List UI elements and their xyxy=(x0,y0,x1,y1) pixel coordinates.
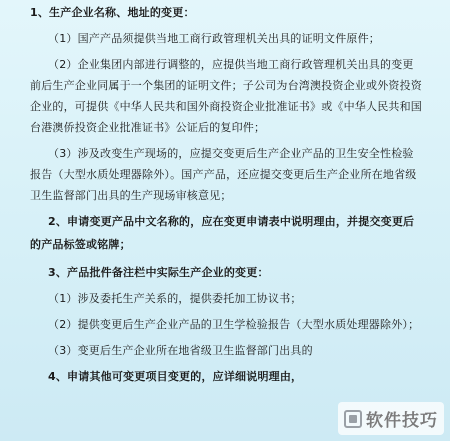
item-3-1: （1）涉及委托生产关系的，提供委托加工协议书； xyxy=(48,292,302,305)
watermark-text: 软件技巧 xyxy=(366,411,438,431)
app-logo-icon xyxy=(344,410,362,428)
item-1-3: （3）涉及改变生产现场的，应提交变更后生产企业产品的卫生安全性检验 xyxy=(48,147,414,160)
section-1-heading: 1、生产企业名称、地址的变更： xyxy=(30,6,195,19)
item-1-2-cont-3: 台港澳侨投资企业批准证书》公证后的复印件； xyxy=(30,121,266,134)
section-3-heading: 3、产品批件备注栏中实际生产企业的变更： xyxy=(48,266,269,279)
item-1-2-cont-2: 企业的，可提供《中华人民共和国外商投资企业批准证书》或《中华人民共和国 xyxy=(30,100,422,113)
item-1-1: （1）国产产品须提供当地工商行政管理机关出具的证明文件原件； xyxy=(48,32,380,45)
item-1-3-cont-1: 报告（大型水质处理器除外）。国产产品，还应提交变更后生产企业所在地省级 xyxy=(30,168,417,181)
item-1-2-cont-1: 前后生产企业同属于一个集团的证明文件；子公司为台湾澳投资企业或外资投资 xyxy=(30,79,422,92)
item-1-3-cont-2: 卫生监督部门出具的生产现场审核意见； xyxy=(30,189,232,202)
section-2-heading: 2、申请变更产品中文名称的，应在变更申请表中说明理由，并提交变更后 xyxy=(48,215,415,228)
item-3-2: （2）提供变更后生产企业产品的卫生学检验报告（大型水质处理器除外）； xyxy=(48,318,420,331)
section-4-heading: 4、申请其他可变更项目变更的，应详细说明理由， xyxy=(48,370,303,383)
item-3-3: （3）变更后生产企业所在地省级卫生监督部门出具的 xyxy=(48,344,313,357)
watermark-badge xyxy=(338,402,444,435)
section-2-heading-cont: 的产品标签或铭牌； xyxy=(30,238,131,251)
item-1-2: （2）企业集团内部进行调整的，应提供当地工商行政管理机关出具的变更 xyxy=(48,58,414,71)
